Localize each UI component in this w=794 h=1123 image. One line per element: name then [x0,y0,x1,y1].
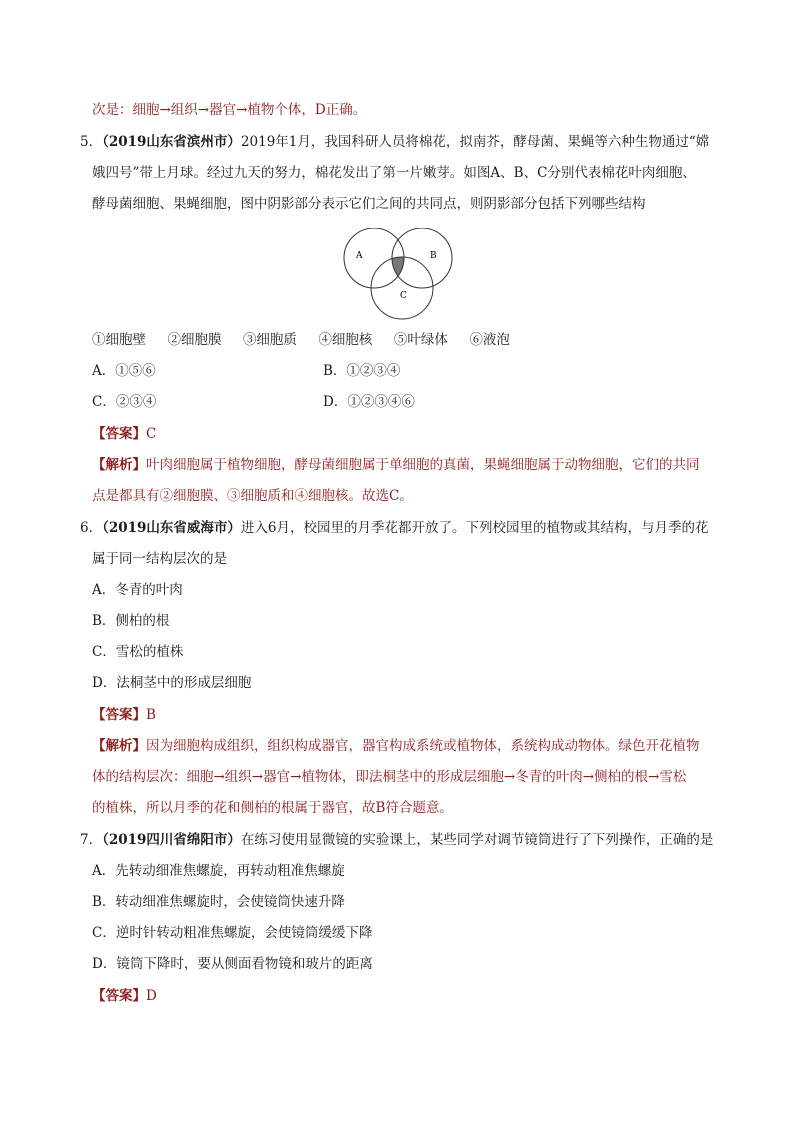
question-7-option-d: D．镜筒下降时，要从侧面看物镜和玻片的距离 [92,956,373,972]
question-6-number: 6． [80,520,103,536]
question-5-stem-2: 娥四号”带上月球。经过九天的努力，棉花发出了第一片嫩芽。如图A、B、C分别代表棉花叶肉细胞、 [92,165,696,181]
question-6-option-b: B．侧柏的根 [92,613,170,629]
question-5-source: （2019山东省滨州市） [102,134,241,150]
question-6-analysis-3: 的植株，所以月季的花和侧柏的根属于器官，故B符合题意。 [92,800,453,816]
question-5-stem-3: 酵母菌细胞、果蝇细胞，图中阴影部分表示它们之间的共同点，则阴影部分包括下列哪些结构 [92,196,646,212]
question-5-line1 [80,132,709,152]
structure-item: ②细胞膜 [167,332,222,348]
question-7-option-a: A．先转动细准焦螺旋，再转动粗准焦螺旋 [92,863,345,879]
question-7-answer [92,986,157,1006]
question-6-stem-1: 进入6月，校园里的月季花都开放了。下列校园里的植物或其结构，与月季的花 [240,520,709,536]
question-7-option-c: C．逆时针转动粗准焦螺旋，会使镜筒缓缓下降 [92,925,373,941]
analysis-label: 【解析】 [92,738,146,754]
question-5-option-a: A．①⑤⑥ [92,363,156,379]
question-5-option-d: D．①②③④⑥ [323,394,415,410]
answer-value: B [146,707,156,723]
question-5-analysis-1 [92,455,700,475]
answer-label: 【答案】 [92,707,146,723]
question-6-analysis-1 [92,736,700,756]
answer-label: 【答案】 [92,426,146,442]
structure-item: ⑤叶绿体 [393,332,448,348]
structure-item: ①细胞壁 [92,332,146,348]
venn-label-a: A [356,251,363,261]
structure-item: ③细胞质 [242,332,297,348]
structure-item: ⑥液泡 [469,332,510,348]
answer-value: D [146,988,157,1004]
structure-list [92,330,510,350]
structure-item: ④细胞核 [318,332,373,348]
question-6-analysis-2: 体的结构层次：细胞→组织→器官→植物体，即法桐茎中的形成层细胞→冬青的叶肉→侧柏的根→雪松 [92,769,687,785]
venn-label-c: C [400,291,407,301]
question-5-analysis-2: 点是都具有②细胞膜、③细胞质和④细胞核。故选C。 [92,488,413,504]
question-6-stem-2: 属于同一结构层次的是 [92,551,227,567]
question-7-option-b: B．转动细准焦螺旋时，会使镜筒快速升降 [92,894,345,910]
question-5-stem-1: 2019年1月，我国科研人员将棉花，拟南芥，酵母菌、果蝇等六种生物通过“嫦 [240,134,710,150]
question-5-number: 5． [80,134,103,150]
question-5-answer [92,424,156,444]
question-6-answer [92,705,156,725]
question-6-line1 [80,518,709,538]
question-5-option-b: B．①②③④ [323,363,401,379]
analysis-text: 叶肉细胞属于植物细胞，酵母菌细胞属于单细胞的真菌，果蝇细胞属于动物细胞，它们的共同 [146,457,700,473]
question-5-option-c: C．②③④ [92,394,157,410]
answer-value: C [146,426,157,442]
answer-label: 【答案】 [92,988,146,1004]
question-7-line1 [80,830,713,850]
question-7-source: （2019四川省绵阳市） [102,832,241,848]
question-7-number: 7． [80,832,103,848]
analysis-text: 因为细胞构成组织，组织构成器官，器官构成系统或植物体，系统构成动物体。绿色开花植物 [146,738,700,754]
previous-answer-tail: 次是：细胞→组织→器官→植物个体，D正确。 [92,102,367,118]
venn-label-b: B [430,251,437,261]
analysis-label: 【解析】 [92,457,146,473]
question-6-source: （2019山东省威海市） [102,520,241,536]
question-7-stem-1: 在练习使用显微镜的实验课上，某些同学对调节镜筒进行了下列操作，正确的是 [240,832,714,848]
venn-diagram [336,228,466,320]
question-6-option-d: D．法桐茎中的形成层细胞 [92,675,252,691]
question-6-option-c: C．雪松的植株 [92,644,184,660]
question-6-option-a: A．冬青的叶肉 [92,582,183,598]
